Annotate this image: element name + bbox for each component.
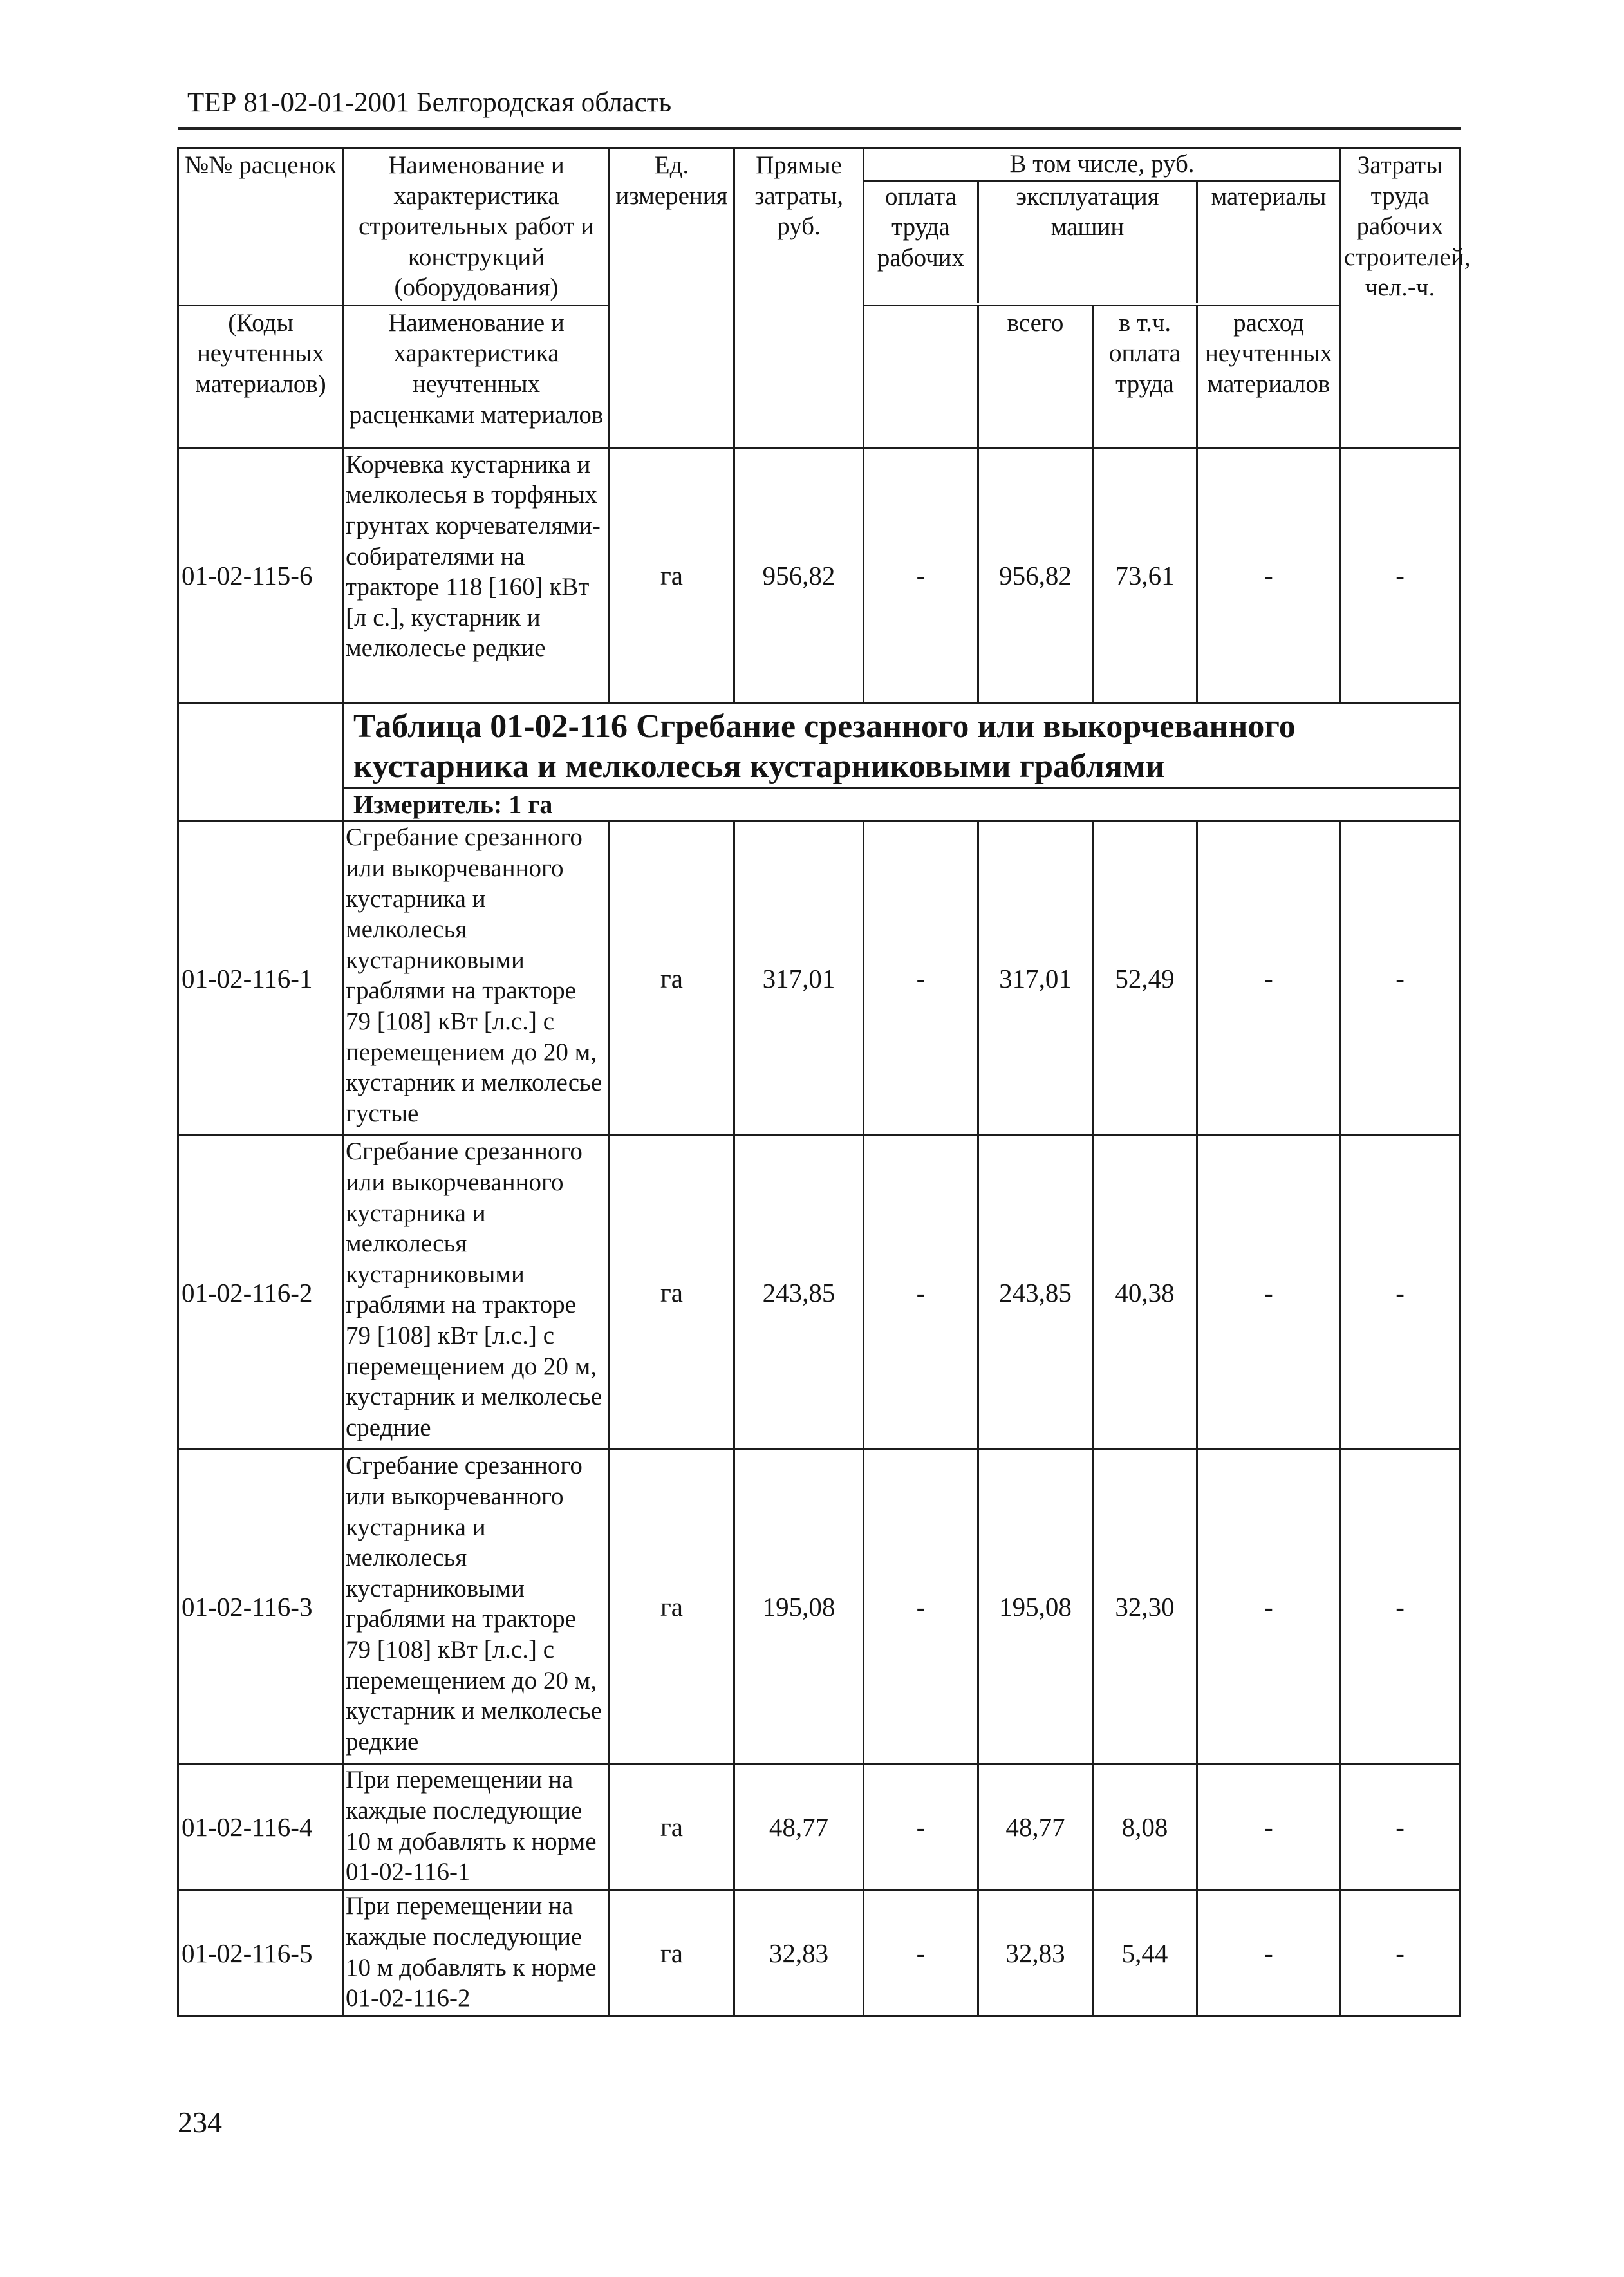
- measure-row: [178, 788, 1460, 821]
- rate-machine-total: 243,85: [978, 1136, 1093, 1450]
- rate-machine-labor: 40,38: [1093, 1136, 1197, 1450]
- rate-machine-total: 956,82: [978, 448, 1093, 703]
- page-header-title: ТЕР 81-02-01-2001 Белгородская область: [187, 88, 672, 118]
- rate-direct-cost: 32,83: [734, 1890, 864, 2016]
- rate-labor-pay: -: [864, 448, 978, 703]
- rate-description: Сгребание срезанного или выкорчеванного кустарника и мелколесья кустарниковыми граблями на тракторе 79 [108] кВт [л.с.] с перемещением до 20 м, кустарник и мелколесье густые: [344, 821, 610, 1136]
- rate-labor-cost: -: [1341, 1890, 1460, 2016]
- rate-direct-cost: 956,82: [734, 448, 864, 703]
- rate-materials: -: [1197, 1136, 1341, 1450]
- measure-label: Измеритель: 1 га: [344, 788, 1460, 821]
- rate-description: Корчевка кустарника и мелколесья в торфяных грунтах корчевателями-собирателями на тракторе 118 [160] кВт [л с.], кустарник и мелколесье редкие: [344, 448, 610, 703]
- table-row: [178, 821, 1460, 1136]
- col-header-code: №№ расценок: [178, 148, 344, 306]
- rate-materials: -: [1197, 1764, 1341, 1890]
- rate-labor-pay: -: [864, 1890, 978, 2016]
- rate-materials: -: [1197, 1450, 1341, 1764]
- table-row: [178, 448, 1460, 703]
- header-row-1: [178, 148, 1460, 306]
- rate-labor-pay: -: [864, 1450, 978, 1764]
- rate-machine-total: 317,01: [978, 821, 1093, 1136]
- rate-labor-pay: -: [864, 1136, 978, 1450]
- rate-labor-cost: -: [1341, 1136, 1460, 1450]
- rate-labor-pay: -: [864, 1764, 978, 1890]
- rate-labor-cost: -: [1341, 1764, 1460, 1890]
- table-row: [178, 1450, 1460, 1764]
- rate-code: 01-02-116-1: [178, 821, 344, 1136]
- rate-labor-pay: -: [864, 821, 978, 1136]
- rate-machine-labor: 8,08: [1093, 1764, 1197, 1890]
- col-header-machine: эксплуатация машин: [979, 182, 1198, 303]
- rate-code: 01-02-116-3: [178, 1450, 344, 1764]
- table-row: [178, 1764, 1460, 1890]
- table-caption-row: [178, 703, 1460, 788]
- rate-machine-labor: 73,61: [1093, 448, 1197, 703]
- rate-labor-cost: -: [1341, 1450, 1460, 1764]
- rate-machine-labor: 52,49: [1093, 821, 1197, 1136]
- col-header-machine-total: всего: [978, 305, 1093, 448]
- col-header-materials-sub: расход неучтенных материалов: [1197, 305, 1341, 448]
- col-header-unit: Ед. измерения: [610, 148, 734, 449]
- col-header-labor-pay-cont: [864, 305, 978, 448]
- rate-machine-total: 32,83: [978, 1890, 1093, 2016]
- rate-description: Сгребание срезанного или выкорчеванного кустарника и мелколесья кустарниковыми граблями на тракторе 79 [108] кВт [л.с.] с перемещением до 20 м, кустарник и мелколесье редкие: [344, 1450, 610, 1764]
- rate-code: 01-02-116-5: [178, 1890, 344, 2016]
- rate-labor-cost: -: [1341, 448, 1460, 703]
- rate-materials: -: [1197, 1890, 1341, 2016]
- rate-unit: га: [610, 1890, 734, 2016]
- rate-unit: га: [610, 821, 734, 1136]
- rate-unit: га: [610, 1136, 734, 1450]
- rate-machine-labor: 32,30: [1093, 1450, 1197, 1764]
- rate-direct-cost: 317,01: [734, 821, 864, 1136]
- table-caption: Таблица 01-02-116 Сгребание срезанного или выкорчеванного кустарника и мелколесья кустарниковыми граблями: [344, 703, 1460, 788]
- rate-machine-total: 195,08: [978, 1450, 1093, 1764]
- table-row: [178, 1890, 1460, 2016]
- rate-code: 01-02-115-6: [178, 448, 344, 703]
- col-header-name-sub: Наименование и характеристика неучтенных расценками материалов: [344, 305, 610, 448]
- col-header-labor-cost: Затраты труда рабочих строителей, чел.-ч.: [1341, 148, 1460, 449]
- col-header-including-group: [864, 148, 1341, 306]
- rate-labor-cost: -: [1341, 821, 1460, 1136]
- rate-unit: га: [610, 448, 734, 703]
- rate-machine-labor: 5,44: [1093, 1890, 1197, 2016]
- rate-description: Сгребание срезанного или выкорчеванного кустарника и мелколесья кустарниковыми граблями на тракторе 79 [108] кВт [л.с.] с перемещением до 20 м, кустарник и мелколесье средние: [344, 1136, 610, 1450]
- rate-code: 01-02-116-2: [178, 1136, 344, 1450]
- rate-direct-cost: 243,85: [734, 1136, 864, 1450]
- page-number: 234: [178, 2106, 222, 2139]
- col-header-labor-pay: оплата труда рабочих: [864, 182, 979, 303]
- rate-unit: га: [610, 1764, 734, 1890]
- table-row: [178, 1136, 1460, 1450]
- rate-unit: га: [610, 1450, 734, 1764]
- rate-code: 01-02-116-4: [178, 1764, 344, 1890]
- col-header-name: Наименование и характеристика строительных работ и конструкций (оборудования): [344, 148, 610, 306]
- rates-table: [177, 147, 1471, 2017]
- rate-materials: -: [1197, 448, 1341, 703]
- col-header-direct: Прямые затраты, руб.: [734, 148, 864, 449]
- col-header-including: В том числе, руб.: [864, 149, 1339, 182]
- col-header-materials: материалы: [1211, 182, 1327, 211]
- rate-machine-total: 48,77: [978, 1764, 1093, 1890]
- col-header-machine-labor: в т.ч. оплата труда: [1093, 305, 1197, 448]
- rate-description: При перемещении на каждые последующие 10 м добавлять к норме 01-02-116-2: [344, 1890, 610, 2016]
- rate-direct-cost: 48,77: [734, 1764, 864, 1890]
- header-rule: [178, 127, 1461, 130]
- rate-direct-cost: 195,08: [734, 1450, 864, 1764]
- rate-description: При перемещении на каждые последующие 10 м добавлять к норме 01-02-116-1: [344, 1764, 610, 1890]
- caption-blank-cell: [178, 703, 344, 821]
- col-header-code-sub: (Коды неучтенных материалов): [178, 305, 344, 448]
- rate-materials: -: [1197, 821, 1341, 1136]
